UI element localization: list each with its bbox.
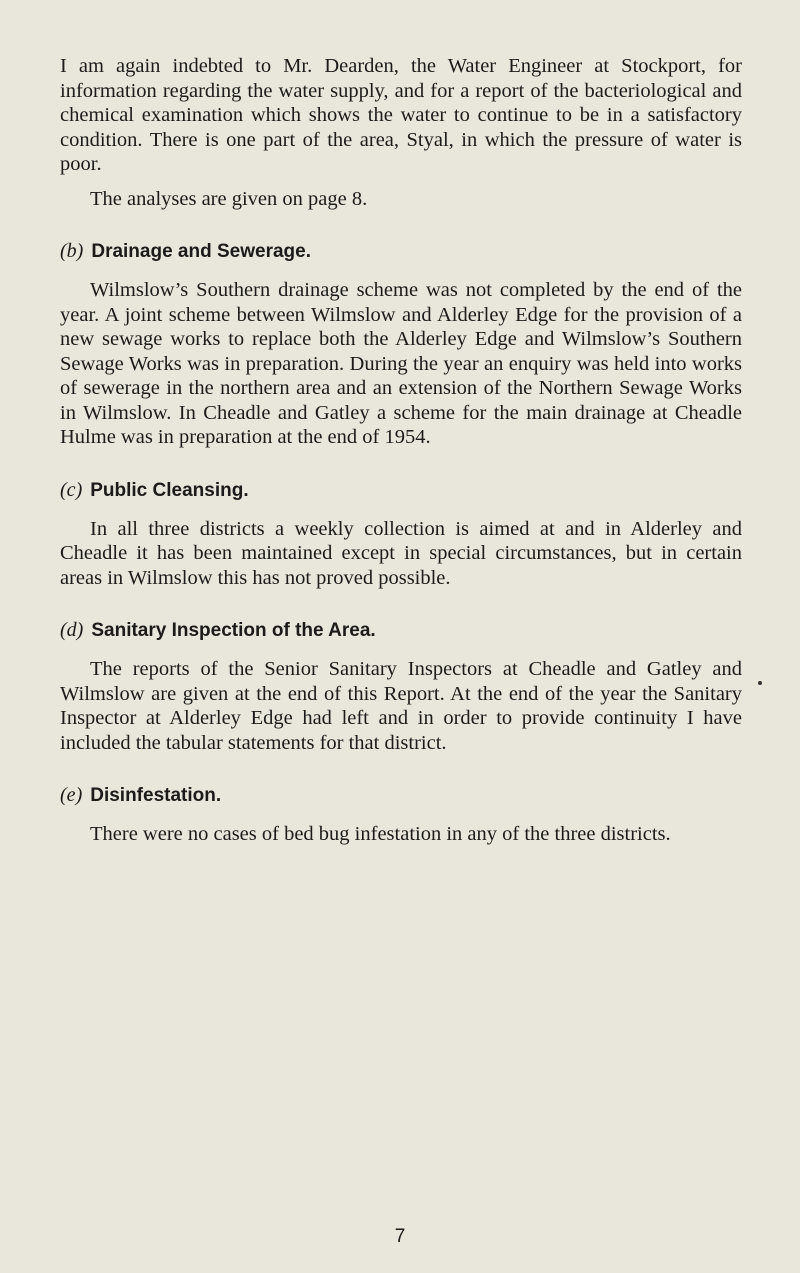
section-letter: (b) [60,240,84,262]
section-heading-sanitary-inspection [60,618,742,643]
section-title: Sanitary Inspection of the Area. [91,620,376,641]
section-title: Drainage and Sewerage. [91,241,311,262]
section-letter: (e) [60,784,83,806]
section-heading-public-cleansing [60,478,742,503]
section-title: Public Cleansing. [90,479,249,501]
disinfestation-paragraph: There were no cases of bed bug infestation in any of the three districts. [90,823,671,845]
public-cleansing-paragraph: In all three districts a weekly collection is aimed at and in Alderley and Cheadle it has been maintained except in special circumstances, but in certain areas in Wilmslow this has not proved possible. [60,517,742,589]
section-letter: (c) [60,478,83,501]
sanitary-inspection-paragraph: The reports of the Senior Sanitary Inspectors at Cheadle and Gatley and Wilmslow are given at the end of this Report. At the end of the year the Sanitary Inspector at Alderley Edge had left and in order to provide continuity I have included the tabular statements for that district. [60,658,742,754]
section-letter: (d) [60,619,84,641]
margin-mark [758,681,762,685]
document-page [60,54,742,847]
section-heading-drainage [60,239,742,264]
analyses-note: The analyses are given on page 8. [90,187,368,210]
section-heading-disinfestation [60,783,742,808]
drainage-paragraph: Wilmslow’s Southern drainage scheme was not completed by the end of the year. A joint scheme between Wilmslow and Alderley Edge for the provision of a new sewage works to replace both the Alderley Edge and Wilmslow’s Southern Sewage Works was in preparation. During the year an enquiry was held into works of sewerage in the northern area and an extension of the Northern Sewage Works in Wilmslow. In Cheadle and Gatley a scheme for the main drainage at Cheadle Hulme was in preparation at the end of 1954. [60,279,742,448]
section-title: Disinfestation. [90,785,222,806]
page-number: 7 [394,1226,406,1247]
water-supply-paragraph: I am again indebted to Mr. Dearden, the Water Engineer at Stockport, for information regarding the water supply, and for a report of the bacteriological and chemical examination which shows the water to continue to be in a satisfactory condition. There is one part of the area, Styal, in which the pressure of water is poor. [60,55,742,175]
